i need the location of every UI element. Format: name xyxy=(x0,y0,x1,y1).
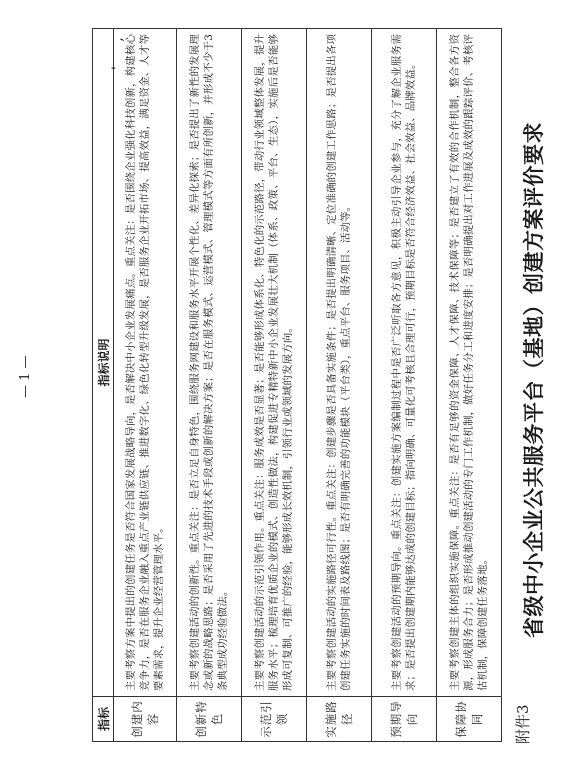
table-header-row xyxy=(93,29,114,742)
indicator-cell: 示范引领 xyxy=(242,697,307,742)
page-number: — 1 — xyxy=(18,355,33,398)
evaluation-table xyxy=(92,28,502,742)
indicator-cell: 创建内容 xyxy=(114,697,177,742)
table-row xyxy=(177,29,242,742)
table-row xyxy=(307,29,372,742)
indicator-cell: 预期导向 xyxy=(372,697,437,742)
indicator-cell: 实施路径 xyxy=(307,697,372,742)
description-cell: 主要考察创建活动的创新性。重点关注：是否立足自身特色，围绕服务网建设和服务水平开展个性化、差异化探索；是否提出了新性的发展理念或新的战略思路；是否采用了先进的技术手段或创新的解决方案；是否在服务模式、运营模式、管理模式等方面有所创新，并形成不少于3条典型成功经验做法。 xyxy=(177,29,242,697)
description-cell: 主要考察创建活动的示范引领作用。重点关注：服务成效是否显著；是否能够形成体系化、特色化的示范路径，带动行业领域整体发展，提升服务水平；梳理培育优质企业的模式、创造性做法，构建促进专精特新中小企业发展壮大机制（体系、政策、平台、生态），实施后是否能够形成可复制、可推广的经验，能够形成长效机制，引领行业或领域的发展方向。 xyxy=(242,29,307,697)
description-cell: 主要考察创建主体的组织实施保障。重点关注：是否有足够的资金保障、人才保障、技术保障等；是否建立了有效的合作机制，整合各方资源，形成服务合力；是否形成推动创建活动的专门工作机制，做好任务分工和进度安排；是否明确提出对工作进展及成效的跟踪评价、考核评估机制，保障创建任务落地。 xyxy=(437,29,502,697)
table-row xyxy=(437,29,502,742)
header-description: 指标说明 xyxy=(93,29,114,697)
table-row xyxy=(372,29,437,742)
attachment-label: 附件3 xyxy=(514,704,532,744)
description-cell: 主要考察创建活动的预期导向。重点关注：创建实施方案编制过程中是否广泛听取各方意见，积极主动引导企业参与，充分了解企业服务需求；是否提出创建期内能够达成的创建目标；指向明确、可量化可考核且合理可行，预期目标是否符合经济效益、社会效益、品牌效益。 xyxy=(372,29,437,697)
header-indicator: 指标 xyxy=(93,697,114,742)
page-title: 省级中小企业公共服务平台（基地）创建方案评价要求 xyxy=(521,122,546,638)
table-row xyxy=(242,29,307,742)
description-cell: 主要考察创建活动的实施路径可行性。重点关注：创建步骤是否具备实施条件；是否提出明确清晰、定位准确的创建工作思路；是否提出各项创建任务实施的时间表及路线图；是否有明确完善的功能模块（平台类），重点平台、服务项目、活动等。 xyxy=(307,29,372,697)
indicator-cell: 创新特色 xyxy=(177,697,242,742)
table-row xyxy=(114,29,177,742)
indicator-cell: 保障协同 xyxy=(437,697,502,742)
stray-marks: ' , xyxy=(110,27,126,70)
description-cell: 主要考察方案中提出的创建任务是否符合国家发展战略导向，是否解决中小企业发展痛点。重点关注：是否围绕企业强化科技创新，构建核心竞争力，是否在服务企业融入重点产业链供应链、推进数字化、绿色化转型升级发展，是否服务企业开拓市场、提高效益，满足资金、人才等要素需求，提升企业经营管理水平。 xyxy=(114,29,177,697)
